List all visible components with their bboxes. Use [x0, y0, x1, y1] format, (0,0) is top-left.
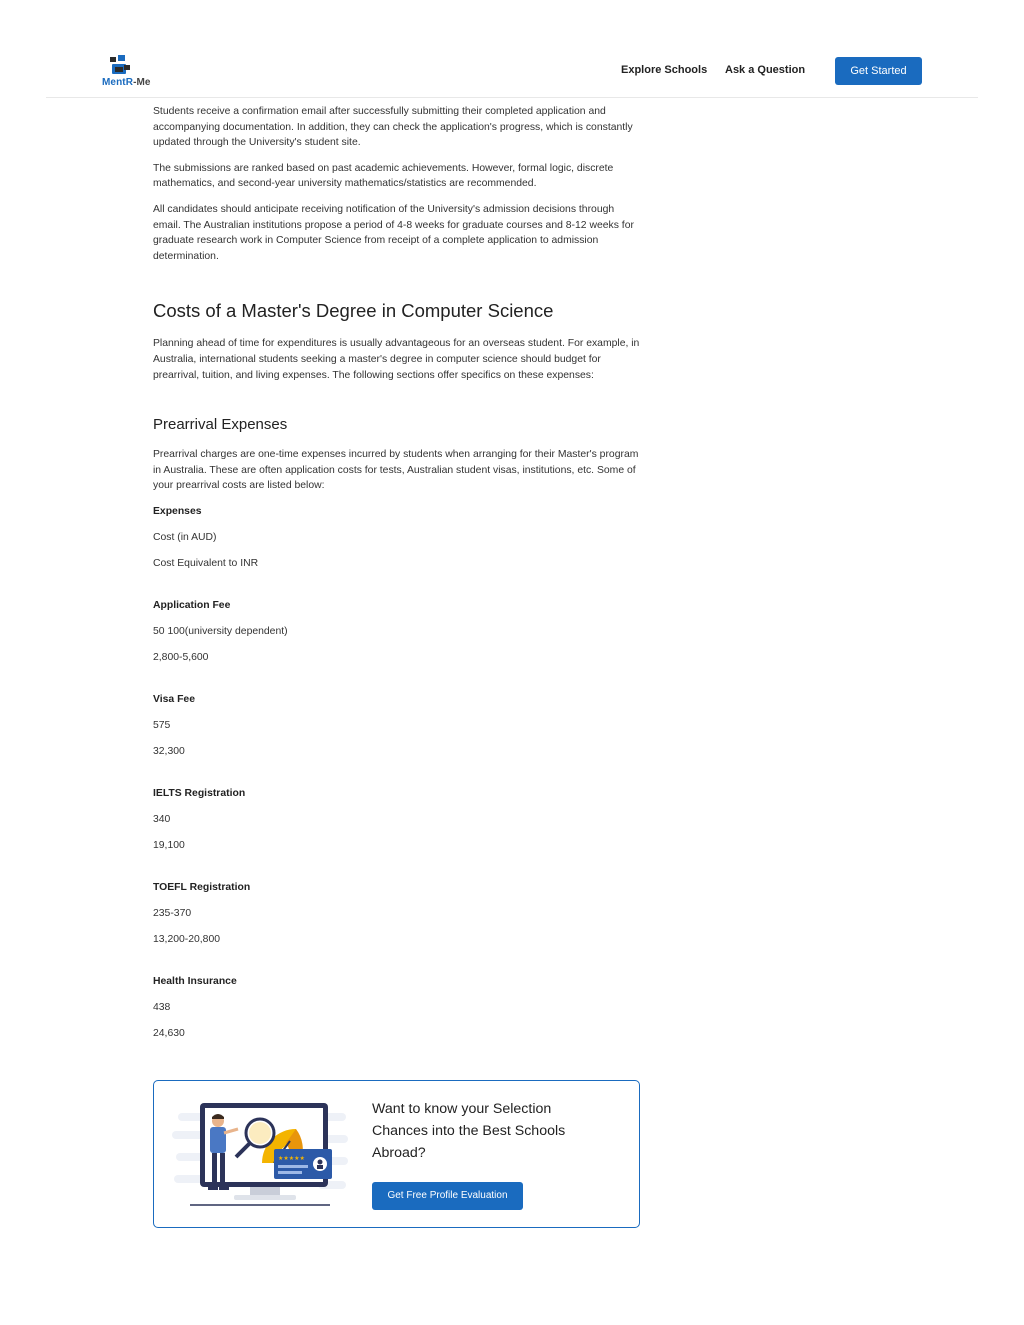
article-content: [153, 104, 643, 1052]
expense-inr: 32,300: [153, 745, 185, 757]
expense-label: Application Fee: [153, 599, 231, 611]
expense-header-aud: Cost (in AUD): [153, 531, 217, 543]
logo-mark-icon: [108, 55, 138, 79]
nav-ask-a-question[interactable]: Ask a Question: [725, 64, 806, 76]
expense-row: [153, 598, 643, 665]
get-free-profile-evaluation-button[interactable]: Get Free Profile Evaluation: [372, 1182, 523, 1210]
expense-header-inr: Cost Equivalent to INR: [153, 557, 259, 569]
expense-inr: 2,800-5,600: [153, 651, 209, 663]
expense-inr: 19,100: [153, 839, 185, 851]
expense-aud: 340: [153, 813, 171, 825]
expense-label: TOEFL Registration: [153, 881, 251, 893]
expense-inr: 24,630: [153, 1027, 185, 1039]
logo-text-b: -Me: [133, 77, 151, 88]
prearrival-heading: Prearrival Expenses: [153, 416, 288, 434]
get-started-button[interactable]: Get Started: [835, 57, 922, 85]
expense-label: IELTS Registration: [153, 787, 246, 799]
paragraph-costs: Planning ahead of time for expenditures is usually advantageous for an overseas student. For example, in Australia, international students seeking a master's degree in computer science should budget for prearrival, tuition, and living expenses. The following sections offer specifics on these expenses:: [153, 338, 640, 381]
expense-label: Health Insurance: [153, 975, 237, 987]
expense-row: [153, 974, 643, 1041]
expense-inr: 13,200-20,800: [153, 933, 221, 945]
banner-title: Want to know your Selection Chances into the Best Schools Abroad?: [372, 1101, 566, 1161]
paragraph-notification: All candidates should anticipate receiving notification of the University's admission decisions through email. The Australian institutions propose a period of 4-8 weeks for graduate courses and 8-12 weeks for graduate research work in Computer Science from receipt of a complete application to admission determination.: [153, 203, 634, 262]
evaluation-illustration-icon: [170, 1101, 350, 1211]
site-header: [46, 0, 978, 98]
logo-text-a: MentR: [102, 77, 134, 88]
expense-aud: 50 100(university dependent): [153, 625, 288, 637]
nav-explore-schools[interactable]: Explore Schools: [621, 64, 708, 76]
expense-aud: 575: [153, 719, 171, 731]
svg-text:★★★★★: ★★★★★: [278, 1155, 305, 1162]
profile-evaluation-banner: [153, 1080, 640, 1228]
expense-header-label: Expenses: [153, 505, 202, 517]
expense-header-group: [153, 504, 643, 571]
expense-aud: 235-370: [153, 907, 192, 919]
paragraph-ranking: The submissions are ranked based on past academic achievements. However, formal logic, discrete mathematics, and second-year university mathematics/statistics are recommended.: [153, 162, 614, 190]
expense-aud: 438: [153, 1001, 171, 1013]
costs-heading: Costs of a Master's Degree in Computer Science: [153, 300, 554, 322]
paragraph-confirmation: Students receive a confirmation email after successfully submitting their completed application and accompanying documentation. In addition, they can check the application's progress, which is constantly updated through the University's student site.: [153, 106, 633, 149]
paragraph-prearrival: Prearrival charges are one-time expenses incurred by students when arranging for their Master's program in Australia. These are often application costs for tests, Australian student visas, institutions, etc. Some of your prearrival costs are listed below:: [153, 449, 639, 492]
expense-row: [153, 880, 643, 947]
expense-row: [153, 692, 643, 759]
expense-label: Visa Fee: [153, 693, 195, 705]
expense-row: [153, 786, 643, 853]
mentr-me-logo[interactable]: [102, 55, 158, 91]
logo-text: [102, 77, 151, 88]
